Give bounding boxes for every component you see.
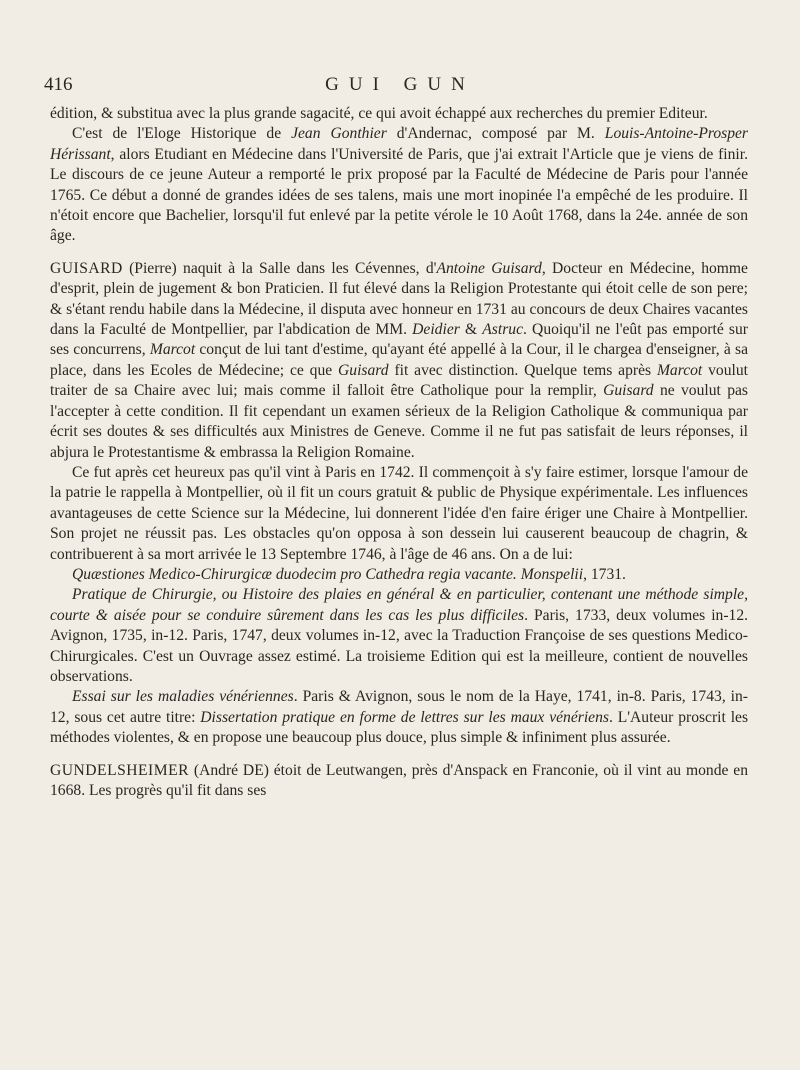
entry-heading-guisard: GUISARD (50, 259, 123, 277)
entry-guisard: GUISARD (Pierre) naquit à la Salle dans les Cévennes, d'Antoine Guisard, Docteur en Médecine, homme d'esprit, plein de jugement & bon Praticien. Il fut élevé dans la Religion Protestante qui étoit celle de son pere; & s'étant rendu habile dans la Médecine, il disputa avec honneur en 1731 au concours de deux Chaires vacantes dans la Faculté de Montpellier, par l'abdication de MM. Deidier & Astruc. Quoiqu'il ne l'eût pas emporté sur ses concurrens, Marcot conçut de lui tant d'estime, qu'ayant été appellé à la Cour, il le chargea d'enseigner, à sa place, dans les Ecoles de Médecine; ce que Guisard fit avec distinction. Quelque tems après Marcot voulut traiter de sa Chaire avec lui; mais comme il falloit être Catholique pour la remplir, Guisard ne voulut pas l'accepter à cette condition. Il fit cependant un examen sérieux de la Religion Catholique & communiqua par écrit ses doutes & ses difficultés aux Ministres de Geneve. Comme il ne fut pas satisfait de leurs réponses, il abjura le Protestantisme & embrassa la Religion Romaine. (50, 259, 748, 461)
running-head: GUI GUN (325, 74, 475, 95)
entry-gundelsheimer: GUNDELSHEIMER (André DE) étoit de Leutwangen, près d'Anspack en Franconie, où il vint au monde en 1668. Les progrès qu'il fit dans ses (50, 761, 748, 799)
work-pratique-chirurgie: Pratique de Chirurgie, ou Histoire des plaies en général & en particulier, contenant une méthode simple, courte & aisée pour se conduire sûrement dans les cas les plus difficiles. Paris, 1733, deux volumes in-12. Avignon, 1735, in-12. Paris, 1747, deux volumes in-12, avec la Traduction Françoise de ses questions Medico-Chirurgicales. C'est un Ouvrage assez estimé. La troisieme Edition qui est la meilleure, contient de nouvelles observations. (50, 586, 749, 685)
page-header (44, 74, 756, 104)
entry-heading-gundelsheimer: GUNDELSHEIMER (50, 761, 190, 779)
paragraph-guisard-paris: Ce fut après cet heureux pas qu'il vint à Paris en 1742. Il commençoit à s'y faire estimer, lorsque l'amour de la patrie le rappella à Montpellier, où il fit un cours gratuit & public de Physique expérimentale. Les influences avantageuses de cette Science sur la Médecine, lui donnerent l'idée d'en faire ériger une Chaire à Montpellier. Son projet ne réussit pas. Les obstacles qu'on opposa à son dessein lui causerent beaucoup de chagrin, & contribuerent à sa mort arrivée le 13 Septembre 1746, à l'âge de 46 ans. On a de lui: (50, 463, 748, 563)
work-quaestiones: Quæstiones Medico-Chirurgicæ duodecim pro Cathedra regia vacante. Monspelii, 1731. (72, 565, 626, 583)
paragraph-eloge-source: C'est de l'Eloge Historique de Jean Gonthier d'Andernac, composé par M. Louis-Antoine-Prosper Hérissant, alors Etudiant en Médecine dans l'Université de Paris, que j'ai extrait l'Article que je viens de finir. Le discours de ce jeune Auteur a remporté le prix proposé par la Faculté de Médecine de Paris pour l'année 1765. Ce début a donné de grandes idées de ses talens, mais une mort inopinée l'a empêché de les produire. Il n'étoit encore que Bachelier, lorsqu'il fut enlevé par la petite vérole le 10 Août 1768, dans la 24e. année de son âge. (50, 125, 748, 245)
page-number: 416 (44, 74, 73, 95)
page-body (50, 104, 748, 801)
paragraph-continuation: édition, & substitua avec la plus grande sagacité, ce qui avoit échappé aux recherches du premier Editeur. (50, 105, 708, 122)
work-essai-maladies: Essai sur les maladies vénériennes. Paris & Avignon, sous le nom de la Haye, 1741, in-8. Paris, 1743, in-12, sous cet autre titre: Dissertation pratique en forme de lettres sur les maux vénériens. L'Auteur proscrit les méthodes violentes, & en propose une beaucoup plus douce, plus simple & infiniment plus assurée. (50, 688, 749, 747)
